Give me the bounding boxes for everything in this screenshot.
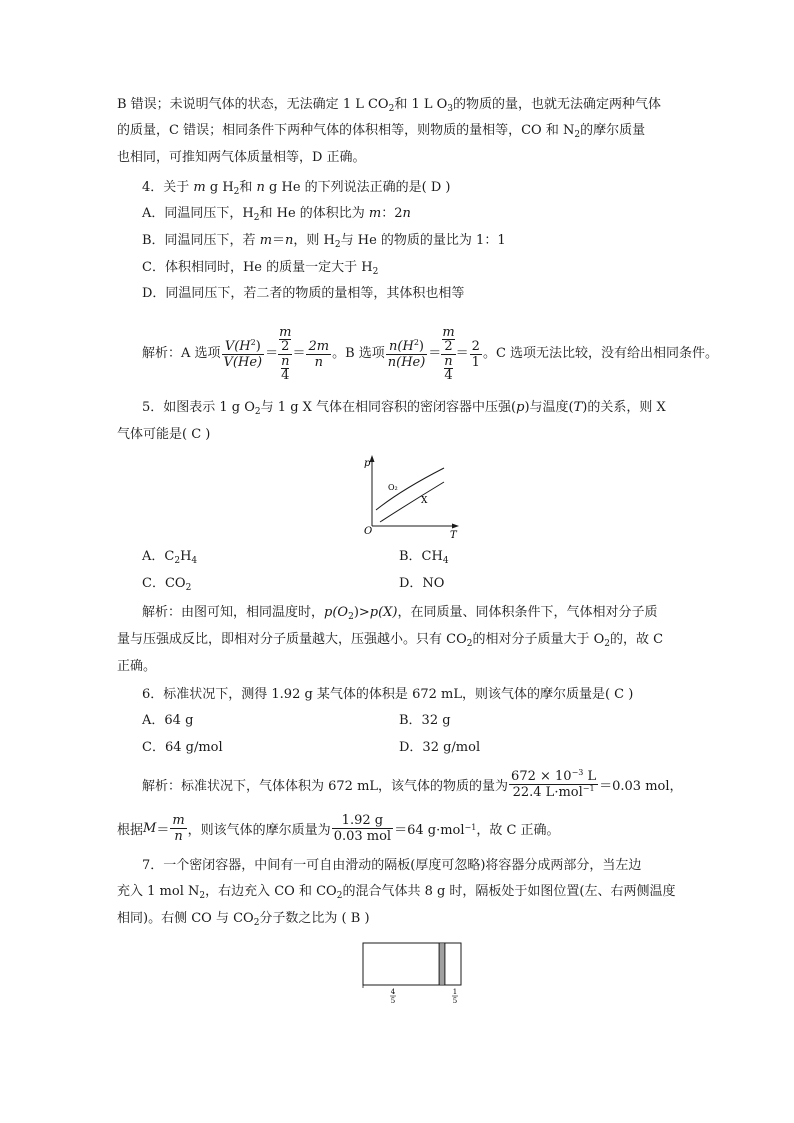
q5-option-a: A．$C_2H_4$ <box>142 549 198 566</box>
q6-option-d: D．32 g/mol <box>399 740 481 755</box>
fraction-molar-mass: $\frac{1.92 g}{\text{0.03 mol}}$ <box>333 812 392 844</box>
fraction-n-ratio: $\frac{n(H^2)}{n(He)}$ <box>387 337 426 370</box>
fraction-v-ratio: $\frac{V(H^2)}{V(He)}$ <box>223 337 263 370</box>
q5-explanation-line-3: 正确。 <box>117 659 157 674</box>
q7-stem-line-2: 充入 1 mol $N_2$，右边充入 CO 和 $CO_2$的混合气体共 8 g 时，隔板处于如图位置(左、右两侧温度 <box>117 884 676 901</box>
q7-container-diagram <box>356 940 468 1006</box>
fraction-m-over-n: $\frac{m}{n}$ <box>172 812 185 844</box>
graph-origin-label: O <box>364 526 373 537</box>
q4-option-d: D．同温同压下，若二者的物质的量相等，其体积也相等 <box>142 286 465 301</box>
q6-explanation-line-1: 解析：标准状况下，气体体积为 672 mL，该气体的物质的量为 $\frac{672 \times 10^{-3} L}{22.4 L\cdot mol^{-1}}$ ＝0.03 mol， <box>142 767 683 800</box>
q5-option-b: B．$CH_4$ <box>399 549 449 566</box>
q5-stem-line-2: 气体可能是( C ) <box>117 427 211 442</box>
graph-x-label: T <box>450 530 457 540</box>
q6-explanation-line-2: 根据 M ＝ $\frac{m}{n}$ ，则该气体的摩尔质量为 $\frac{1.92 g}{\text{0.03 mol}}$ ＝64 g·mol −1 ，故 C 正确。 <box>117 812 560 844</box>
left-fraction-denominator: 5 <box>390 997 396 1005</box>
q4-stem: 4．关于 m g $H_2$和 n g He 的下列说法正确的是( D ) <box>142 180 451 197</box>
curve-o2 <box>376 468 444 510</box>
q5-option-d: D．NO <box>399 576 445 591</box>
q4-option-c: C．体积相同时，He 的质量一定大于 $H_2$ <box>142 260 379 277</box>
q4-option-b: B．同温同压下，若 m＝n，则 $H_2$与 He 的物质的量比为 1：1 <box>142 233 506 250</box>
curve-x-label: X <box>421 496 428 506</box>
right-fraction-denominator: 5 <box>452 997 458 1005</box>
q4-option-a: A．同温同压下，$H_2$和 He 的体积比为 m：2n <box>142 206 411 223</box>
q5-explanation-line-1: 解析：由图可知，相同温度时，$p(O_2)>p(X)$，在同质量、同体积条件下，气体相对分子质 <box>142 605 658 622</box>
q7-stem-line-1: 7．一个密闭容器，中间有一可自由滑动的隔板(厚度可忽略)将容器分成两部分，当左边 <box>142 858 642 873</box>
q5-stem-line-1: 5．如图表示 1 g $O_2$与 1 g X 气体在相同容积的密闭容器中压强(p)与温度(T)的关系，则 X <box>142 400 666 417</box>
fraction-compound-a: $\frac{\frac{m}{2}}{\frac{n}{4}}$ <box>279 324 292 383</box>
graph-y-label: p <box>364 458 371 469</box>
q5-pressure-temperature-graph <box>356 452 466 540</box>
curve-o2-label: O₂ <box>388 483 398 492</box>
q6-option-b: B．32 g <box>399 713 451 728</box>
q4-explanation: 解析：A 选项 $\frac{V(H^2)}{V(He)}$ ＝ $\frac{\frac{m}{2}}{\frac{n}{4}}$ ＝ $\frac{2m}{n}$ 。B 选项 $\frac{n(H^2)}{n(He)}$ ＝ $\frac{\frac{m}{2}}{\frac{n}{4}}$ ＝ $\frac{2}{1}$ 。C 选项无法比较，没有给出相同条件。 <box>142 324 719 383</box>
q6-option-a: A．64 g <box>142 713 194 728</box>
q5-option-c: C．$CO_2$ <box>142 576 192 593</box>
intro-line-1: B 错误；未说明气体的状态，无法确定 1 L $CO_2$和 1 L $O_3$的物质的量，也就无法确定两种气体 <box>117 97 662 114</box>
intro-line-2: 的质量，C 错误；相同条件下两种气体的体积相等，则物质的量相等，CO 和 $N_2$的摩尔质量 <box>117 123 646 140</box>
fraction-compound-b: $\frac{\frac{m}{2}}{\frac{n}{4}}$ <box>442 324 455 383</box>
intro-line-3: 也相同，可推知两气体质量相等，D 正确。 <box>117 150 366 165</box>
right-fraction-numerator: 1 <box>452 988 458 996</box>
container-box <box>363 943 461 985</box>
fraction-moles: $\frac{672 \times 10^{-3} L}{22.4 L\cdot mol^{-1}}$ <box>511 767 597 800</box>
fraction-2-1: $\frac{2}{1}$ <box>471 338 480 370</box>
q5-explanation-line-2: 量与压强成反比，即相对分子质量越大，压强越小。只有 $CO_2$的相对分子质量大于 $O_2$的，故 C <box>117 632 664 649</box>
q6-stem: 6．标准状况下，测得 1.92 g 某气体的体积是 672 mL，则该气体的摩尔质量是( C ) <box>142 687 634 702</box>
left-fraction-numerator: 4 <box>390 988 396 996</box>
x-axis-arrow-icon <box>452 524 459 529</box>
fraction-2m-n: $\frac{2m}{n}$ <box>308 338 330 370</box>
q6-option-c: C．64 g/mol <box>142 740 223 755</box>
partition-board <box>439 943 445 985</box>
q7-stem-line-3: 相同)。右侧 CO 与 $CO_2$分子数之比为 ( B ) <box>117 911 370 928</box>
